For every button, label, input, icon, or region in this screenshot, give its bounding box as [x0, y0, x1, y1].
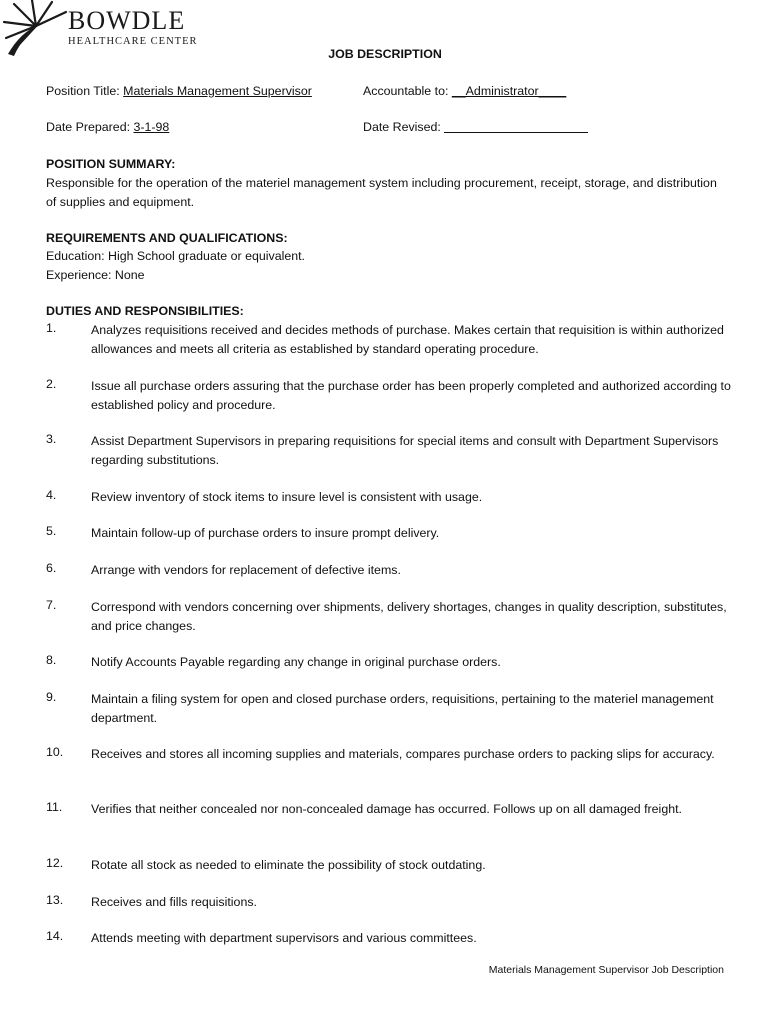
duty-number: 11. [46, 800, 63, 814]
date-revised-label: Date Revised: [363, 120, 441, 134]
duty-number: 14. [46, 929, 64, 943]
duty-text: Receives and stores all incoming supplies and materials, compares purchase orders to packing slips for accuracy. [91, 747, 715, 761]
duty-number: 13. [46, 893, 64, 907]
position-title-label: Position Title: [46, 84, 120, 98]
experience-line: Experience: None [46, 268, 145, 282]
duty-text: Arrange with vendors for replacement of defective items. [91, 563, 401, 577]
position-summary-heading: POSITION SUMMARY: [46, 157, 176, 171]
requirements-heading: REQUIREMENTS AND QUALIFICATIONS: [46, 231, 288, 245]
duty-number: 12. [46, 856, 64, 870]
date-prepared-value: 3-1-98 [133, 120, 170, 134]
page-footer: Materials Management Supervisor Job Description [488, 964, 724, 976]
duty-number: 9. [46, 690, 57, 704]
date-revised-field [363, 120, 588, 134]
duty-text: Receives and fills requisitions. [91, 895, 257, 909]
duty-text: Maintain a filing system for open and closed purchase orders, requisitions, pertaining to the materiel management department. [91, 692, 714, 725]
duty-number: 10. [46, 745, 64, 759]
date-revised-blank [444, 120, 588, 133]
duty-text: Analyzes requisitions received and decides methods of purchase. Makes certain that requisition is within authorized allowances and meets all criteria as established by standard operating procedure. [91, 323, 724, 356]
logo-name: BOWDLE [68, 6, 186, 35]
duty-number: 5. [46, 524, 57, 538]
date-prepared-label: Date Prepared: [46, 120, 131, 134]
education-line: Education: High School graduate or equivalent. [46, 249, 305, 263]
duties-heading: DUTIES AND RESPONSIBILITIES: [46, 304, 244, 318]
duty-number: 6. [46, 561, 57, 575]
accountable-to-field [363, 84, 566, 98]
duty-text: Review inventory of stock items to insure level is consistent with usage. [91, 490, 483, 504]
duty-number: 4. [46, 488, 57, 502]
duty-text: Issue all purchase orders assuring that the purchase order has been properly completed and authorized according to established policy and procedure. [91, 379, 731, 412]
duty-number: 2. [46, 377, 57, 391]
duty-text: Verifies that neither concealed nor non-concealed damage has occurred. Follows up on all damaged freight. [91, 802, 682, 816]
position-title-value: Materials Management Supervisor [123, 84, 312, 98]
date-prepared-field [46, 120, 285, 134]
position-summary-text: Responsible for the operation of the materiel management system including procurement, receipt, storage, and distribution of supplies and equipment. [46, 176, 717, 209]
duty-text: Attends meeting with department supervisors and various committees. [91, 931, 477, 945]
logo-subtitle: HEALTHCARE CENTER [68, 36, 198, 47]
duty-number: 3. [46, 432, 57, 446]
duty-text: Correspond with vendors concerning over shipments, delivery shortages, changes in quality description, substitutes, and price changes. [91, 600, 727, 633]
duty-text: Maintain follow-up of purchase orders to insure prompt delivery. [91, 526, 440, 540]
position-title-field [46, 84, 312, 98]
duty-text: Rotate all stock as needed to eliminate the possibility of stock outdating. [91, 858, 486, 872]
duty-number: 7. [46, 598, 57, 612]
duty-text: Assist Department Supervisors in preparing requisitions for special items and consult with Department Supervisors regarding substitutions. [91, 434, 719, 467]
accountable-to-value: __Administrator____ [451, 84, 567, 98]
duty-number: 1. [46, 321, 57, 335]
document-title: JOB DESCRIPTION [328, 47, 442, 61]
duty-number: 8. [46, 653, 57, 667]
duty-text: Notify Accounts Payable regarding any change in original purchase orders. [91, 655, 501, 669]
accountable-to-label: Accountable to: [363, 84, 449, 98]
